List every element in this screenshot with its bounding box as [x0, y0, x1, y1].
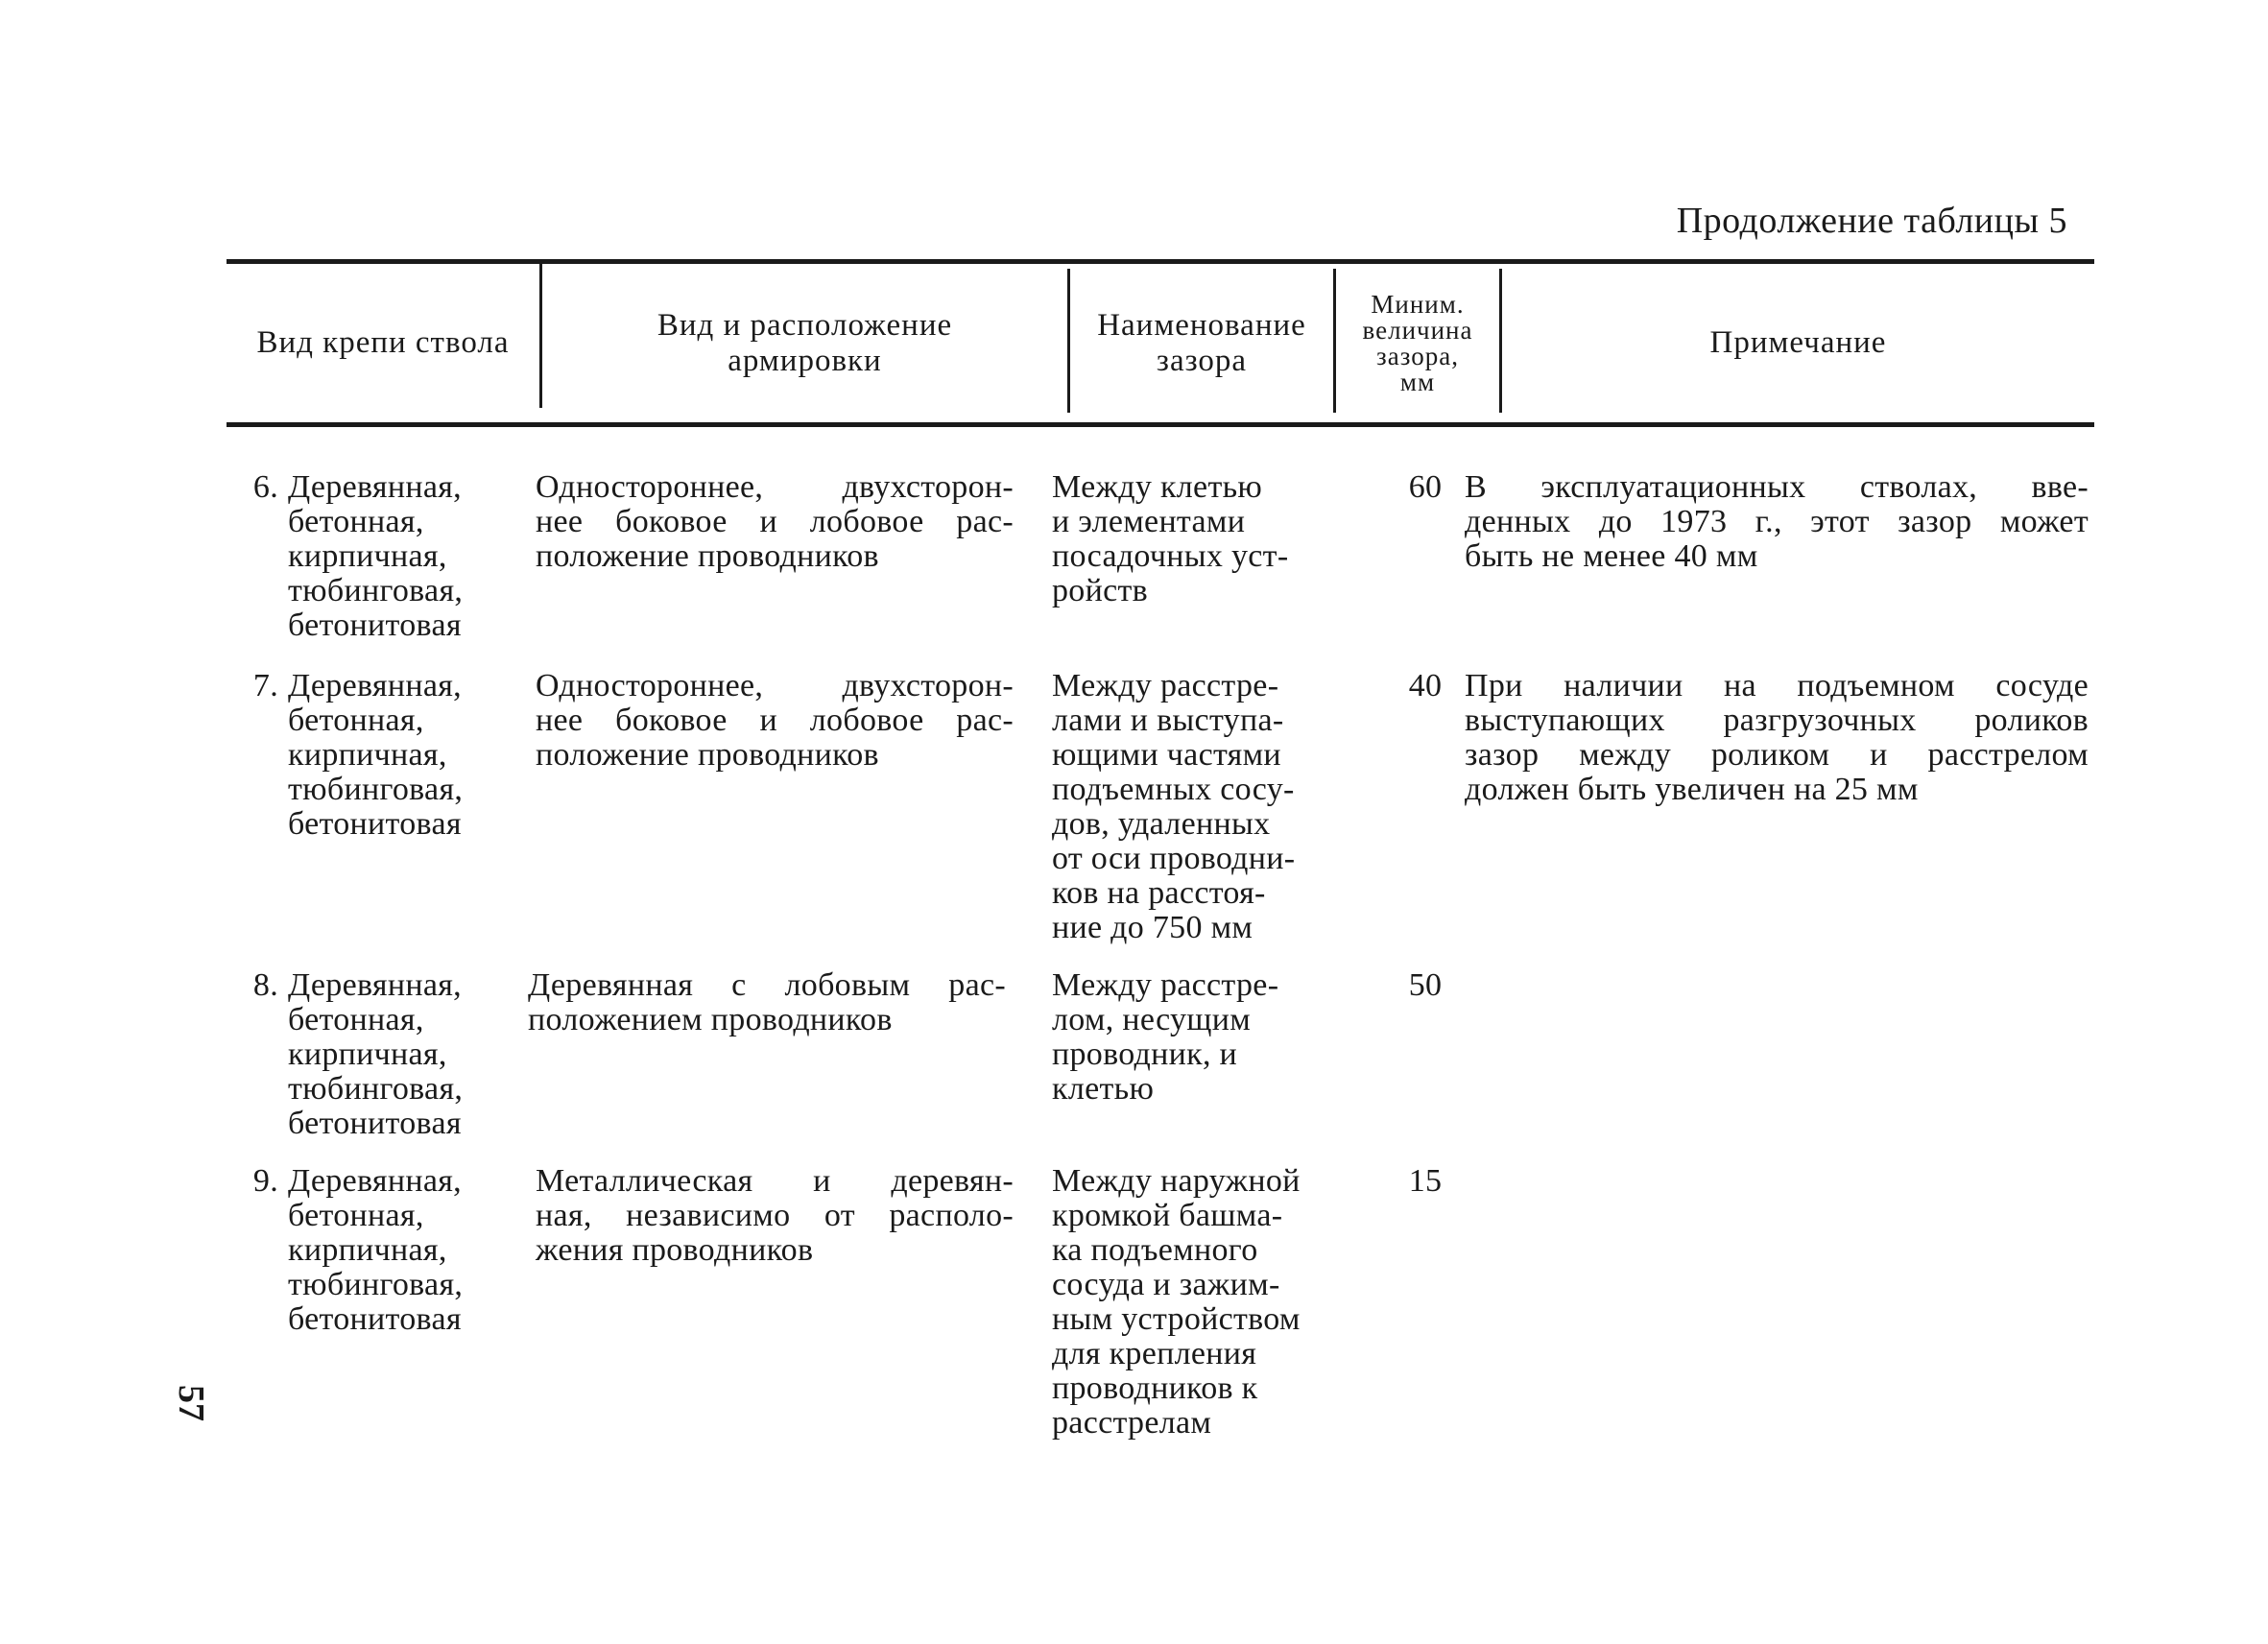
row-number: 6. — [252, 469, 278, 505]
header-gap-name — [1070, 264, 1333, 422]
header-reinforcement-line: армировки — [728, 343, 882, 378]
gap-name-cell: Между расстре- лом, несущим проводник, и клетью — [1052, 967, 1279, 1107]
support-type-cell: Деревянная, бетонная, кирпичная, тюбинговая, бетонитовая — [288, 668, 464, 842]
reinforcement-cell: Одностороннее, двухсторон- нее боковое и лобовое рас- положение проводников — [536, 469, 1014, 574]
min-gap-value: 15 — [1408, 1163, 1443, 1199]
header-min-gap-line: величина — [1362, 315, 1473, 345]
header-min-gap-line: зазора, — [1376, 341, 1459, 370]
min-gap-value: 60 — [1408, 469, 1443, 505]
header-min-gap — [1336, 264, 1499, 422]
reinforcement-cell: Деревянная с лобовым рас- положением проводников — [528, 967, 1006, 1037]
support-type-cell: Деревянная, бетонная, кирпичная, тюбинговая, бетонитовая — [288, 1163, 464, 1337]
header-gap-name-line: зазора — [1156, 343, 1248, 378]
header-support-type: Вид крепи ствола — [256, 325, 510, 360]
header-reinforcement — [542, 264, 1067, 422]
header-note: Примечание — [1709, 325, 1887, 360]
header-gap-name-line: Наименование — [1097, 307, 1306, 343]
table-caption: Продолжение таблицы 5 — [1676, 201, 2067, 241]
note-cell: При наличии на подъемном сосуде выступающих разгрузочных роликов зазор между роликом и расстрелом должен быть увеличен на 25 мм — [1465, 668, 2089, 807]
min-gap-value: 40 — [1408, 668, 1443, 703]
row-number: 7. — [252, 668, 278, 703]
gap-name-cell: Между наружной кромкой башма- ка подъемного сосуда и зажим- ным устройством для крепления проводников к расстрелам — [1052, 1163, 1301, 1441]
gap-name-cell: Между расстре- лами и выступа- ющими частями подъемных сосу- дов, удаленных от оси проводни- ков на расстоя- ние до 750 мм — [1052, 668, 1296, 945]
note-cell: В эксплуатационных стволах, вве- денных до 1973 г., этот зазор может быть не менее 40 мм — [1465, 469, 2089, 574]
header-min-gap-line: мм — [1399, 367, 1436, 396]
support-type-cell: Деревянная, бетонная, кирпичная, тюбинговая, бетонитовая — [288, 967, 464, 1141]
row-number: 9. — [252, 1163, 278, 1199]
page-number: 57 — [171, 1385, 211, 1421]
header-min-gap-line: Миним. — [1371, 289, 1465, 319]
reinforcement-cell: Одностороннее, двухсторон- нее боковое и лобовое рас- положение проводников — [536, 668, 1014, 773]
row-number: 8. — [252, 967, 278, 1003]
gap-name-cell: Между клетью и элементами посадочных уст- ройств — [1052, 469, 1289, 608]
support-type-cell: Деревянная, бетонная, кирпичная, тюбинговая, бетонитовая — [288, 469, 464, 643]
min-gap-value: 50 — [1408, 967, 1443, 1003]
header-reinforcement-line: Вид и расположение — [657, 307, 953, 343]
reinforcement-cell: Металлическая и деревян- ная, независимо от располо- жения проводников — [536, 1163, 1014, 1268]
header-bottom-rule — [227, 422, 2094, 427]
